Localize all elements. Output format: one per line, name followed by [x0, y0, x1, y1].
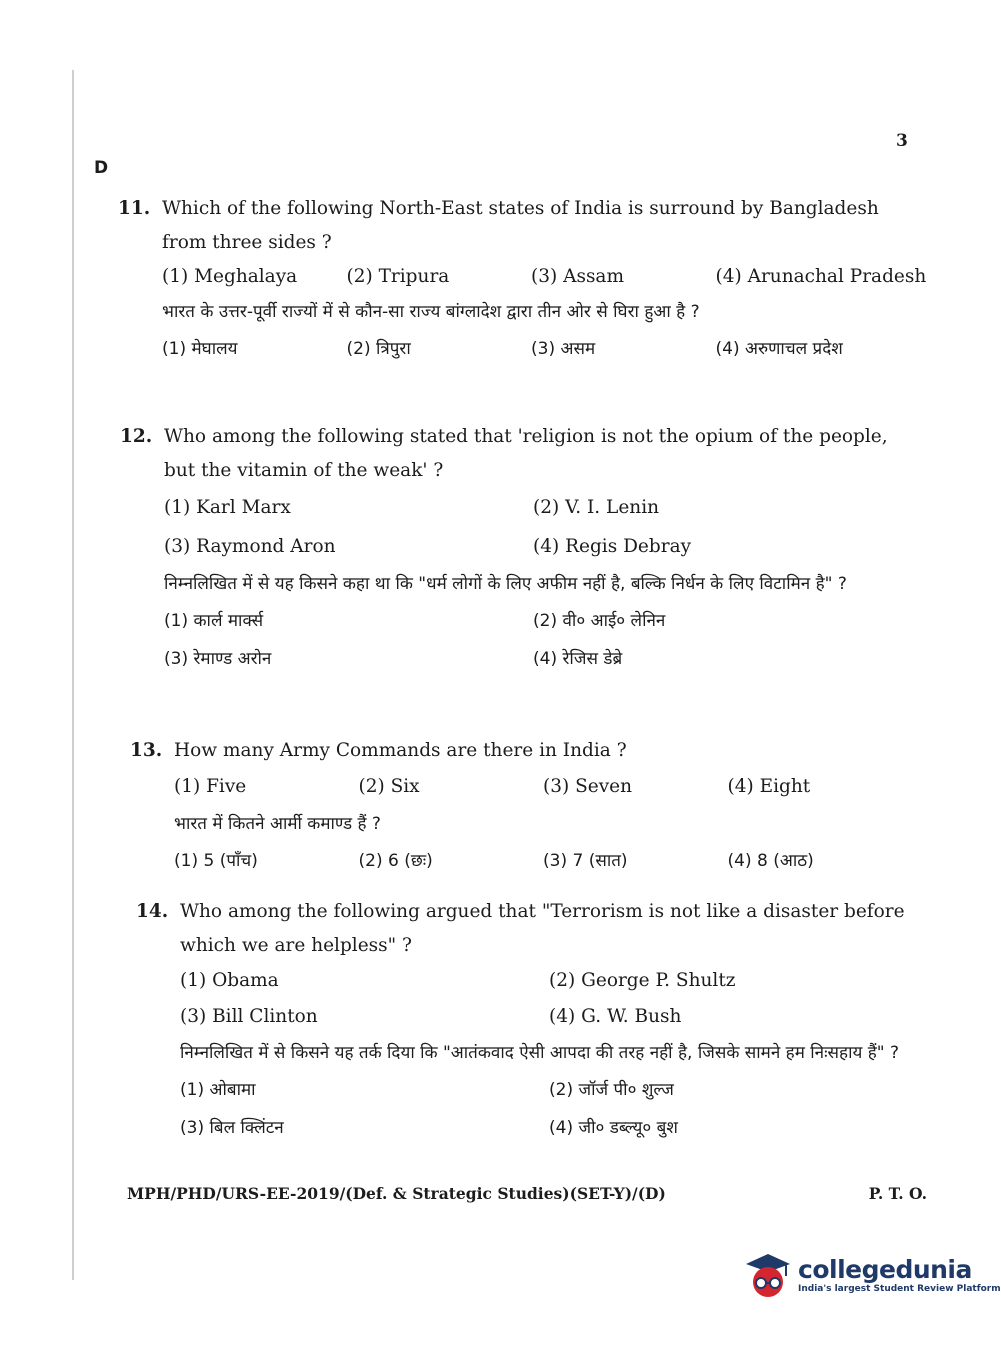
option-3: (3) Assam: [531, 266, 625, 287]
option-3: (3) Raymond Aron: [164, 536, 336, 557]
question-13: [130, 734, 912, 880]
options-hi: [162, 330, 900, 368]
options-hi: [164, 602, 902, 678]
option-2: (2) Tripura: [346, 266, 450, 287]
option-4-hi: (4) रेजिस डेब्रे: [533, 649, 623, 669]
question-number: 12.: [120, 426, 153, 447]
option-4-hi: (4) अरुणाचल प्रदेश: [715, 339, 843, 359]
question-14: [136, 895, 918, 1147]
question-11: [118, 192, 927, 368]
option-1-hi: (1) मेघालय: [162, 339, 238, 359]
option-2: (2) V. I. Lenin: [533, 497, 660, 518]
question-number: 13.: [130, 740, 163, 761]
option-3: (3) Seven: [543, 776, 633, 797]
page-footer: [127, 1184, 927, 1203]
question-text-en: Who among the following argued that "Terrorism is not like a disaster before which we are helpless" ?: [180, 901, 905, 956]
option-1: (1) Obama: [180, 970, 279, 991]
option-2-hi: (2) त्रिपुरा: [346, 339, 411, 359]
brand-tagline: India's largest Student Review Platform: [798, 1284, 1001, 1294]
option-4: (4) Eight: [727, 776, 811, 797]
option-2-hi: (2) वी० आई० लेनिन: [533, 611, 666, 631]
option-3-hi: (3) असम: [531, 339, 596, 359]
option-2-hi: (2) जॉर्ज पी० शुल्ज: [549, 1080, 674, 1100]
options-en: [164, 488, 902, 566]
option-1: (1) Karl Marx: [164, 497, 291, 518]
question-12: [120, 420, 902, 678]
option-4-hi: (4) 8 (आठ): [727, 851, 814, 871]
question-text-hi: निम्नलिखित में से किसने यह तर्क दिया कि "आतंकवाद ऐसी आपदा की तरह नहीं है, जिसके सामने हम निःसहाय हैं" ?: [180, 1043, 900, 1063]
pto-label: P. T. O.: [868, 1184, 927, 1203]
mascot-icon: [742, 1250, 792, 1300]
option-3-hi: (3) 7 (सात): [543, 851, 628, 871]
option-2: (2) Six: [358, 776, 420, 797]
options-en: [162, 260, 927, 294]
option-4-hi: (4) जी० डब्ल्यू० बुश: [549, 1118, 678, 1138]
question-text-hi: भारत के उत्तर-पूर्वी राज्यों में से कौन-सा राज्य बांग्लादेश द्वारा तीन ओर से घिरा हुआ है ?: [162, 302, 700, 322]
brand-name: collegedunia: [798, 1255, 972, 1284]
options-hi: [180, 1071, 918, 1147]
options-en: [180, 963, 918, 1035]
option-2: (2) George P. Shultz: [549, 970, 736, 991]
question-text-hi: भारत में कितने आर्मी कमाण्ड हैं ?: [174, 814, 381, 834]
collegedunia-watermark: [742, 1250, 1001, 1300]
scan-margin-line: [72, 70, 74, 1280]
options-en: [174, 768, 912, 806]
option-3-hi: (3) रेमाण्ड अरोन: [164, 649, 272, 669]
exam-code: MPH/PHD/URS-EE-2019/(Def. & Strategic Studies)(SET-Y)/(D): [127, 1184, 666, 1203]
question-text-en: Who among the following stated that 'religion is not the opium of the people, but the vitamin of the weak' ?: [164, 426, 888, 481]
question-text-hi: निम्नलिखित में से यह किसने कहा था कि "धर्म लोगों के लिए अफीम नहीं है, बल्कि निर्धन के लिए विटामिन है" ?: [164, 574, 847, 594]
option-1: (1) Meghalaya: [162, 266, 298, 287]
option-1: (1) Five: [174, 776, 247, 797]
options-hi: [174, 842, 912, 880]
option-3: (3) Bill Clinton: [180, 1006, 318, 1027]
question-number: 14.: [136, 901, 169, 922]
option-4: (4) Arunachal Pradesh: [715, 266, 927, 287]
option-2-hi: (2) 6 (छः): [358, 851, 433, 871]
option-4: (4) Regis Debray: [533, 536, 692, 557]
question-text-en: How many Army Commands are there in India ?: [174, 740, 627, 761]
option-1-hi: (1) कार्ल मार्क्स: [164, 611, 264, 631]
option-1-hi: (1) 5 (पाँच): [174, 851, 258, 871]
option-3-hi: (3) बिल क्लिंटन: [180, 1118, 284, 1138]
set-letter: D: [94, 158, 109, 178]
page-number: 3: [896, 131, 908, 151]
option-1-hi: (1) ओबामा: [180, 1080, 256, 1100]
question-number: 11.: [118, 198, 151, 219]
question-text-en: Which of the following North-East states of India is surround by Bangladesh from three sides ?: [162, 198, 879, 253]
option-4: (4) G. W. Bush: [549, 1006, 682, 1027]
